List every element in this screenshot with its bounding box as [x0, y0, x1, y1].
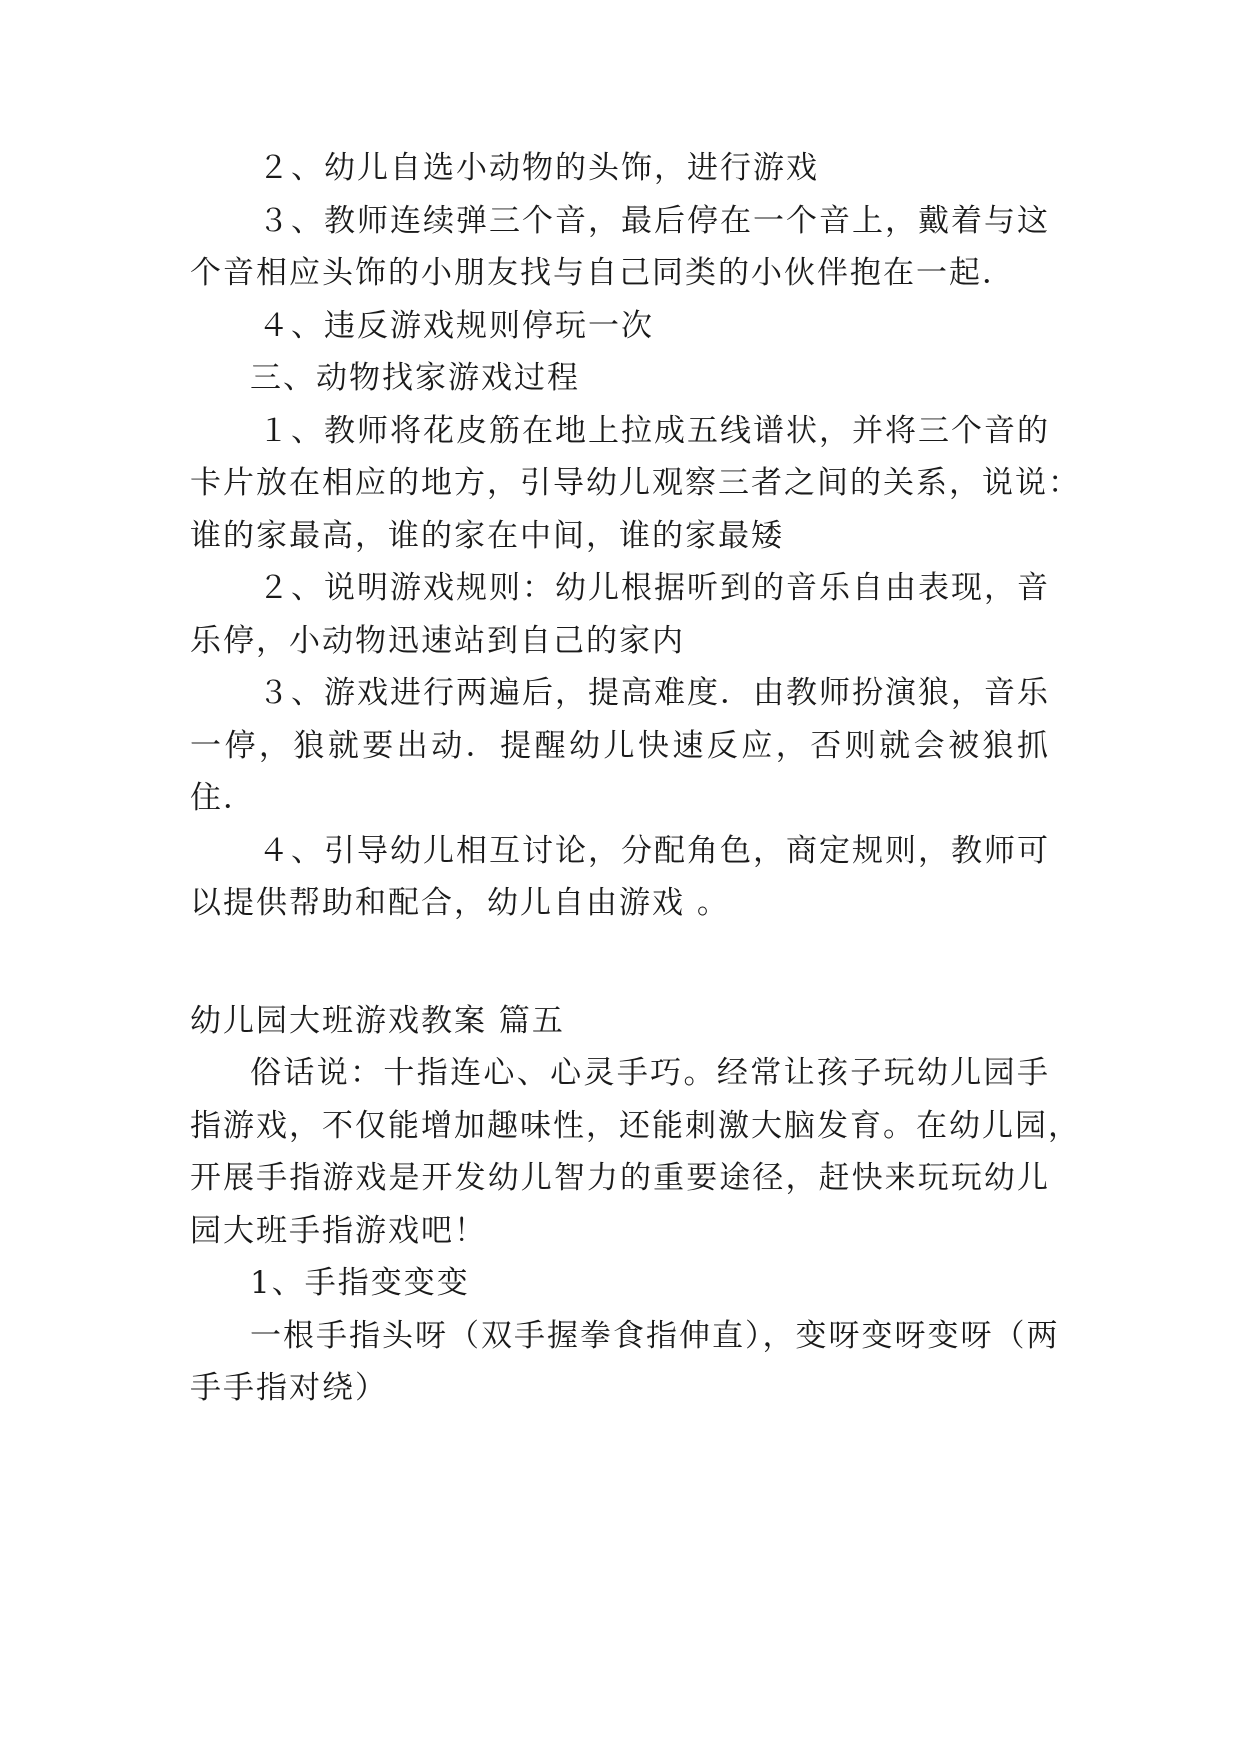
game-1-heading: 1、手指变变变: [250, 1265, 470, 1301]
process-step-4: ４、引导幼儿相互讨论，分配角色，商定规则，教师可: [258, 833, 1050, 869]
process-step-2-cont: 乐停，小动物迅速站到自己的家内: [190, 623, 685, 659]
game-1-text: 一根手指头呀（双手握拳食指伸直），变呀变呀变呀（两: [250, 1318, 1060, 1354]
process-step-1: １、教师将花皮筋在地上拉成五线谱状，并将三个音的: [258, 413, 1050, 449]
process-step-3: ３、游戏进行两遍后，提高难度．由教师扮演狼，音乐: [258, 675, 1050, 711]
intro-paragraph-cont2: 开展手指游戏是开发幼儿智力的重要途径，赶快来玩玩幼儿: [190, 1160, 1050, 1196]
step-3-text-cont: 个音相应头饰的小朋友找与自己同类的小伙伴抱在一起．: [190, 255, 1015, 291]
process-step-1-cont: 卡片放在相应的地方，引导幼儿观察三者之间的关系，说说：: [190, 465, 1081, 501]
process-step-3-cont: 一停，狼就要出动．提醒幼儿快速反应，否则就会被狼抓: [190, 728, 1050, 764]
intro-paragraph: 俗话说：十指连心、心灵手巧。经常让孩子玩幼儿园手: [250, 1055, 1050, 1091]
process-step-2: ２、说明游戏规则：幼儿根据听到的音乐自由表现，音: [258, 570, 1050, 606]
section-title: 幼儿园大班游戏教案 篇五: [190, 1003, 565, 1039]
intro-paragraph-cont3: 园大班手指游戏吧！: [190, 1213, 487, 1249]
game-1-text-cont: 手手指对绕）: [190, 1370, 388, 1406]
step-2-text: ２、幼儿自选小动物的头饰，进行游戏: [258, 150, 819, 186]
process-step-4-cont: 以提供帮助和配合，幼儿自由游戏 。: [190, 885, 730, 921]
section-heading-3: 三、动物找家游戏过程: [250, 360, 580, 396]
intro-paragraph-cont: 指游戏，不仅能增加趣味性，还能刺激大脑发育。在幼儿园，: [190, 1108, 1081, 1144]
process-step-3-cont2: 住．: [190, 780, 256, 816]
step-3-text: ３、教师连续弹三个音，最后停在一个音上，戴着与这: [258, 203, 1050, 239]
process-step-1-cont2: 谁的家最高，谁的家在中间，谁的家最矮: [190, 518, 784, 554]
step-4-text: ４、违反游戏规则停玩一次: [258, 308, 654, 344]
